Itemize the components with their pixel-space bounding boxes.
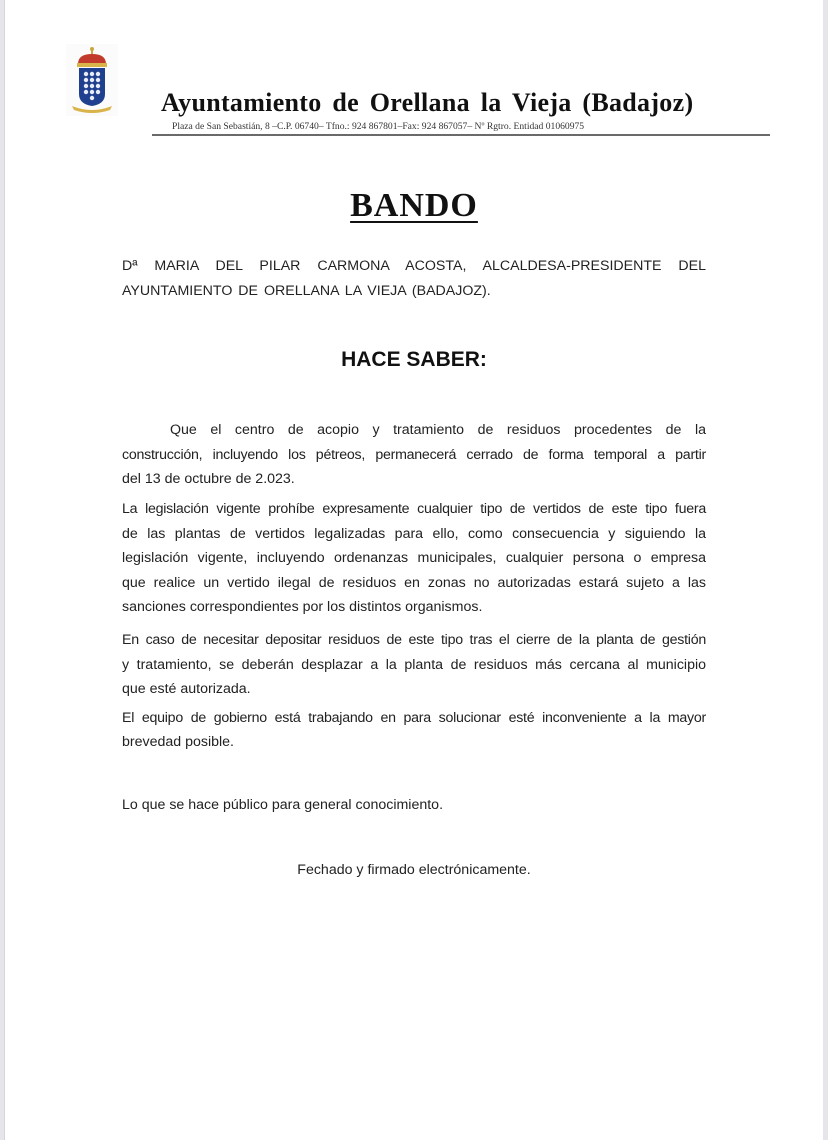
issuer-line: AYUNTAMIENTO DE ORELLANA LA VIEJA (BADAJOZ). [122, 282, 491, 299]
signature-note: Fechado y firmado electrónicamente. [297, 861, 531, 878]
paragraph-line: brevedad posible. [122, 734, 235, 751]
document-body [5, 140, 823, 882]
paragraph-line: que realice un vertido ilegal de residuos en zonas no autorizadas estará sujeto a las [122, 574, 706, 591]
document-title: BANDO [350, 187, 478, 224]
paragraph-line: En caso de necesitar depositar residuos de este tipo tras el cierre de la planta de gestión [122, 631, 706, 648]
paragraph-line: Que el centro de acopio y tratamiento de residuos procedentes de la [170, 422, 706, 439]
issuer-line: Dª MARIA DEL PILAR CARMONA ACOSTA, ALCALDESA-PRESIDENTE DEL [122, 258, 706, 274]
document-page [5, 0, 823, 1140]
paragraph-legislation [122, 497, 706, 620]
paragraph-line: La legislación vigente prohíbe expresamente cualquier tipo de vertidos de este tipo fuera [122, 500, 706, 517]
paragraph-line: y tratamiento, se deberán desplazar a la planta de residuos más cercana al municipio [122, 656, 706, 673]
letterhead [5, 0, 823, 140]
municipality-address: Plaza de San Sebastián, 8 –C.P. 06740– Tfno.: 924 867801–Fax: 924 867057– Nº Rgtro. Entidad 01060975 [172, 121, 585, 132]
closing-statement: Lo que se hace público para general conocimiento. [122, 796, 444, 813]
paragraph-line: legislación vigente, incluyendo ordenanzas municipales, cualquier persona o empresa [122, 550, 706, 567]
section-heading: HACE SABER: [341, 348, 487, 372]
paragraph-line: sanciones correspondientes por los distintos organismos. [122, 599, 483, 616]
paragraph-alternative-plant [122, 628, 706, 702]
paragraph-line: El equipo de gobierno está trabajando en para solucionar esté inconveniente a la mayor [122, 709, 706, 726]
paragraph-line: del 13 de octubre de 2.023. [122, 471, 295, 488]
header-divider [152, 134, 770, 136]
paragraph-government-team [122, 706, 706, 755]
coat-of-arms-icon [66, 44, 118, 116]
paragraph-closure-notice [122, 418, 706, 492]
paragraph-line: que esté autorizada. [122, 681, 251, 698]
paragraph-line: construcción, incluyendo los pétreos, permanecerá cerrado de forma temporal a partir [122, 446, 706, 463]
municipality-title: Ayuntamiento de Orellana la Vieja (Badajoz) [161, 88, 694, 117]
paragraph-line: de las plantas de vertidos legalizadas para ello, como consecuencia y siguiendo la [122, 525, 706, 542]
issuer-block [122, 254, 706, 303]
